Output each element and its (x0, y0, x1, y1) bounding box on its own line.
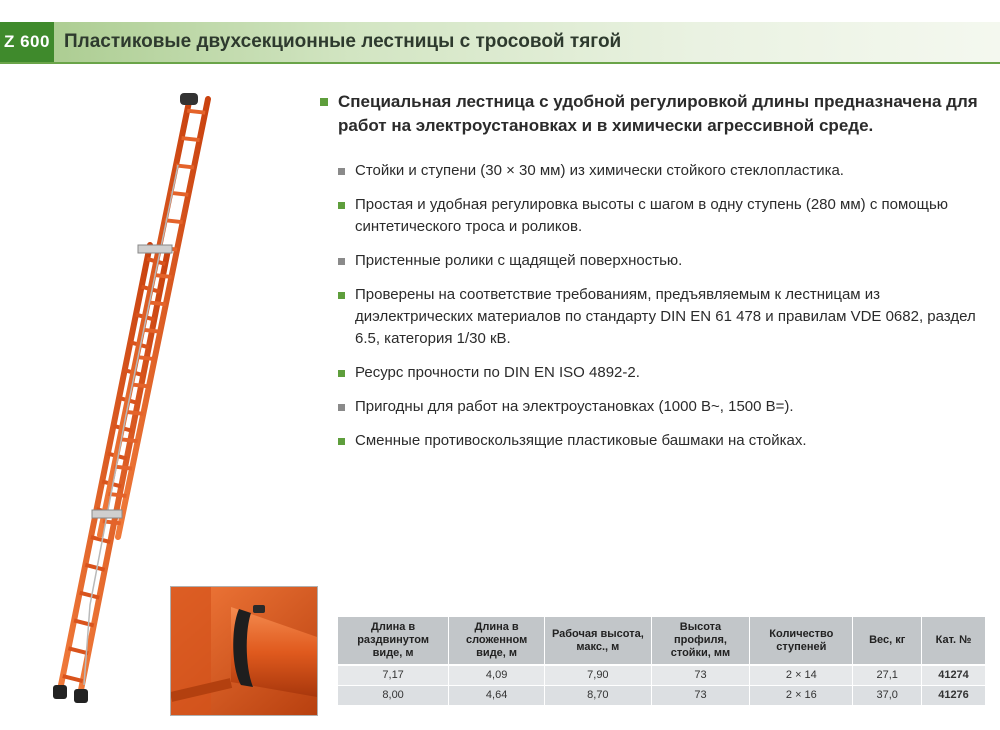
table-cell: 8,00 (338, 686, 449, 706)
column-header: Вес, кг (853, 617, 922, 665)
column-header: Длина в раздвинутом виде, м (338, 617, 449, 665)
intro-bullet-icon (320, 98, 328, 106)
column-header: Количество ступеней (750, 617, 853, 665)
ladder-rung (182, 138, 200, 140)
ladder-rung (170, 193, 188, 195)
bullet-square-icon (338, 168, 345, 175)
feature-text: Пристенные ролики с щадящей поверхностью. (355, 252, 683, 269)
ladder-rung (153, 275, 171, 277)
bullet-square-icon (338, 404, 345, 411)
section-header (0, 22, 1000, 64)
table-cell: 4,09 (449, 665, 545, 686)
feature-item (338, 160, 988, 182)
feature-text: Простая и удобная регулировка высоты с шагом в одну ступень (280 мм) с помощью синтетического троса и роликов. (355, 196, 949, 235)
feature-list (338, 160, 988, 464)
feature-item (338, 194, 988, 238)
table-cell: 37,0 (853, 686, 922, 706)
table-cell: 2 × 16 (750, 686, 853, 706)
bullet-square-icon (338, 370, 345, 377)
catalog-number-cell: 41274 (922, 665, 986, 686)
table-cell: 7,17 (338, 665, 449, 686)
ladder-rung (148, 302, 166, 304)
column-header: Высота профиля, стойки, мм (651, 617, 750, 665)
ladder-rung (131, 384, 149, 386)
ladder-rung (142, 330, 160, 332)
ladder-rung (63, 676, 83, 681)
feature-text: Ресурс прочности по DIN EN ISO 4892-2. (355, 364, 640, 381)
ladder-rung (74, 620, 94, 625)
bullet-square-icon (338, 438, 345, 445)
section-title: Пластиковые двухсекционные лестницы с тросовой тягой (64, 31, 622, 52)
product-code-badge: Z 600 (0, 22, 54, 62)
feature-item (338, 284, 988, 350)
feature-text: Пригодны для работ на электроустановках (1000 В~, 1500 В=). (355, 398, 794, 415)
table-cell: 73 (651, 665, 750, 686)
column-header: Рабочая высота, макс., м (545, 617, 652, 665)
column-header: Длина в сложенном виде, м (449, 617, 545, 665)
ladder-rung (176, 165, 194, 167)
ladder-rung (125, 412, 143, 414)
bullet-square-icon (338, 292, 345, 299)
table-row (338, 686, 986, 706)
bullet-square-icon (338, 258, 345, 265)
ladder-rung (120, 439, 138, 441)
bullet-square-icon (338, 202, 345, 209)
catalog-number-cell: 41276 (922, 686, 986, 706)
spec-table (338, 617, 986, 706)
table-cell: 73 (651, 686, 750, 706)
table-cell: 2 × 14 (750, 665, 853, 686)
table-header-row (338, 617, 986, 665)
table-cell: 4,64 (449, 686, 545, 706)
ladder-rung (165, 220, 183, 222)
detail-photo (170, 586, 318, 716)
column-header: Кат. № (922, 617, 986, 665)
feature-text: Проверены на соответствие требованиям, предъявляемым к лестницам из диэлектрических материалов по стандарту DIN EN 61 478 и правилам VDE 0682, раздел 6.5, категория 1/30 кВ. (355, 286, 976, 347)
intro-text: Специальная лестница с удобной регулировкой длины предназначена для работ на электроустановках и в химически агрессивной среде. (338, 92, 978, 135)
table-cell: 27,1 (853, 665, 922, 686)
table-row (338, 665, 986, 686)
ladder-rung (187, 111, 205, 113)
feature-text: Стойки и ступени (30 × 30 мм) из химически стойкого стеклопластика. (355, 162, 844, 179)
table-cell: 7,90 (545, 665, 652, 686)
feature-item (338, 396, 988, 418)
ladder-rung (68, 648, 88, 653)
ladder-rung (137, 357, 155, 359)
ladder-rung (85, 565, 104, 570)
feature-text: Сменные противоскользящие пластиковые башмаки на стойках. (355, 432, 807, 449)
feature-item (338, 250, 988, 272)
feature-item (338, 362, 988, 384)
feature-item (338, 430, 988, 452)
table-cell: 8,70 (545, 686, 652, 706)
ladder-rung (80, 593, 100, 598)
